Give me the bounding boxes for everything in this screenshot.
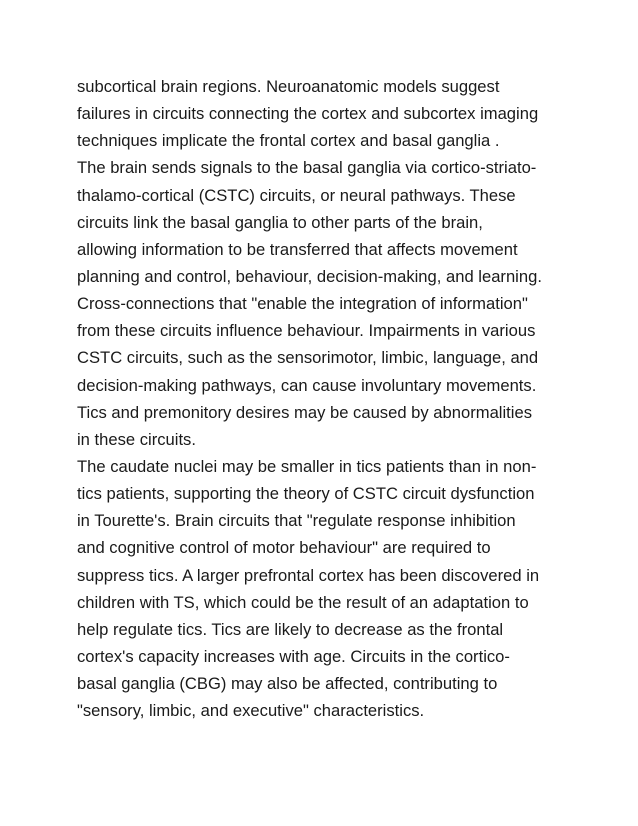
text-line: The brain sends signals to the basal ganglia via cortico-striato- — [77, 158, 537, 178]
text-line: help regulate tics. Tics are likely to decrease as the frontal — [77, 619, 504, 639]
text-line: and cognitive control of motor behaviour" are required to — [77, 538, 491, 558]
text-line: Cross-connections that "enable the integration of information" — [77, 294, 528, 314]
text-line: subcortical brain regions. Neuroanatomic models suggest — [77, 77, 500, 96]
text-line: cortex's capacity increases with age. Circuits in the cortico- — [77, 646, 510, 666]
text-line: allowing information to be transferred that affects movement — [77, 239, 518, 259]
text-line: circuits link the basal ganglia to other parts of the brain, — [77, 212, 483, 232]
text-line: The caudate nuclei may be smaller in tics patients than in non- — [77, 456, 537, 476]
text-line: from these circuits influence behaviour. Impairments in various — [77, 321, 536, 341]
text-line: in Tourette's. Brain circuits that "regulate response inhibition — [77, 511, 516, 531]
text-line: in these circuits. — [77, 429, 196, 449]
text-line: children with TS, which could be the result of an adaptation to — [77, 592, 529, 612]
text-line: basal ganglia (CBG) may also be affected, contributing to — [77, 674, 498, 694]
body-text — [77, 73, 577, 724]
text-line: thalamo-cortical (CSTC) circuits, or neural pathways. These — [77, 185, 516, 205]
text-line: techniques implicate the frontal cortex and basal ganglia . — [77, 131, 500, 151]
text-line: decision-making pathways, can cause involuntary movements. — [77, 375, 537, 395]
text-line: suppress tics. A larger prefrontal cortex has been discovered in — [77, 565, 540, 585]
text-line: failures in circuits connecting the cortex and subcortex imaging — [77, 104, 539, 124]
text-line: "sensory, limbic, and executive" characteristics. — [77, 701, 425, 721]
text-line: CSTC circuits, such as the sensorimotor, limbic, language, and — [77, 348, 539, 368]
text-line: planning and control, behaviour, decision-making, and learning. — [77, 266, 542, 286]
text-line: tics patients, supporting the theory of CSTC circuit dysfunction — [77, 484, 535, 504]
text-line: Tics and premonitory desires may be caused by abnormalities — [77, 402, 532, 422]
